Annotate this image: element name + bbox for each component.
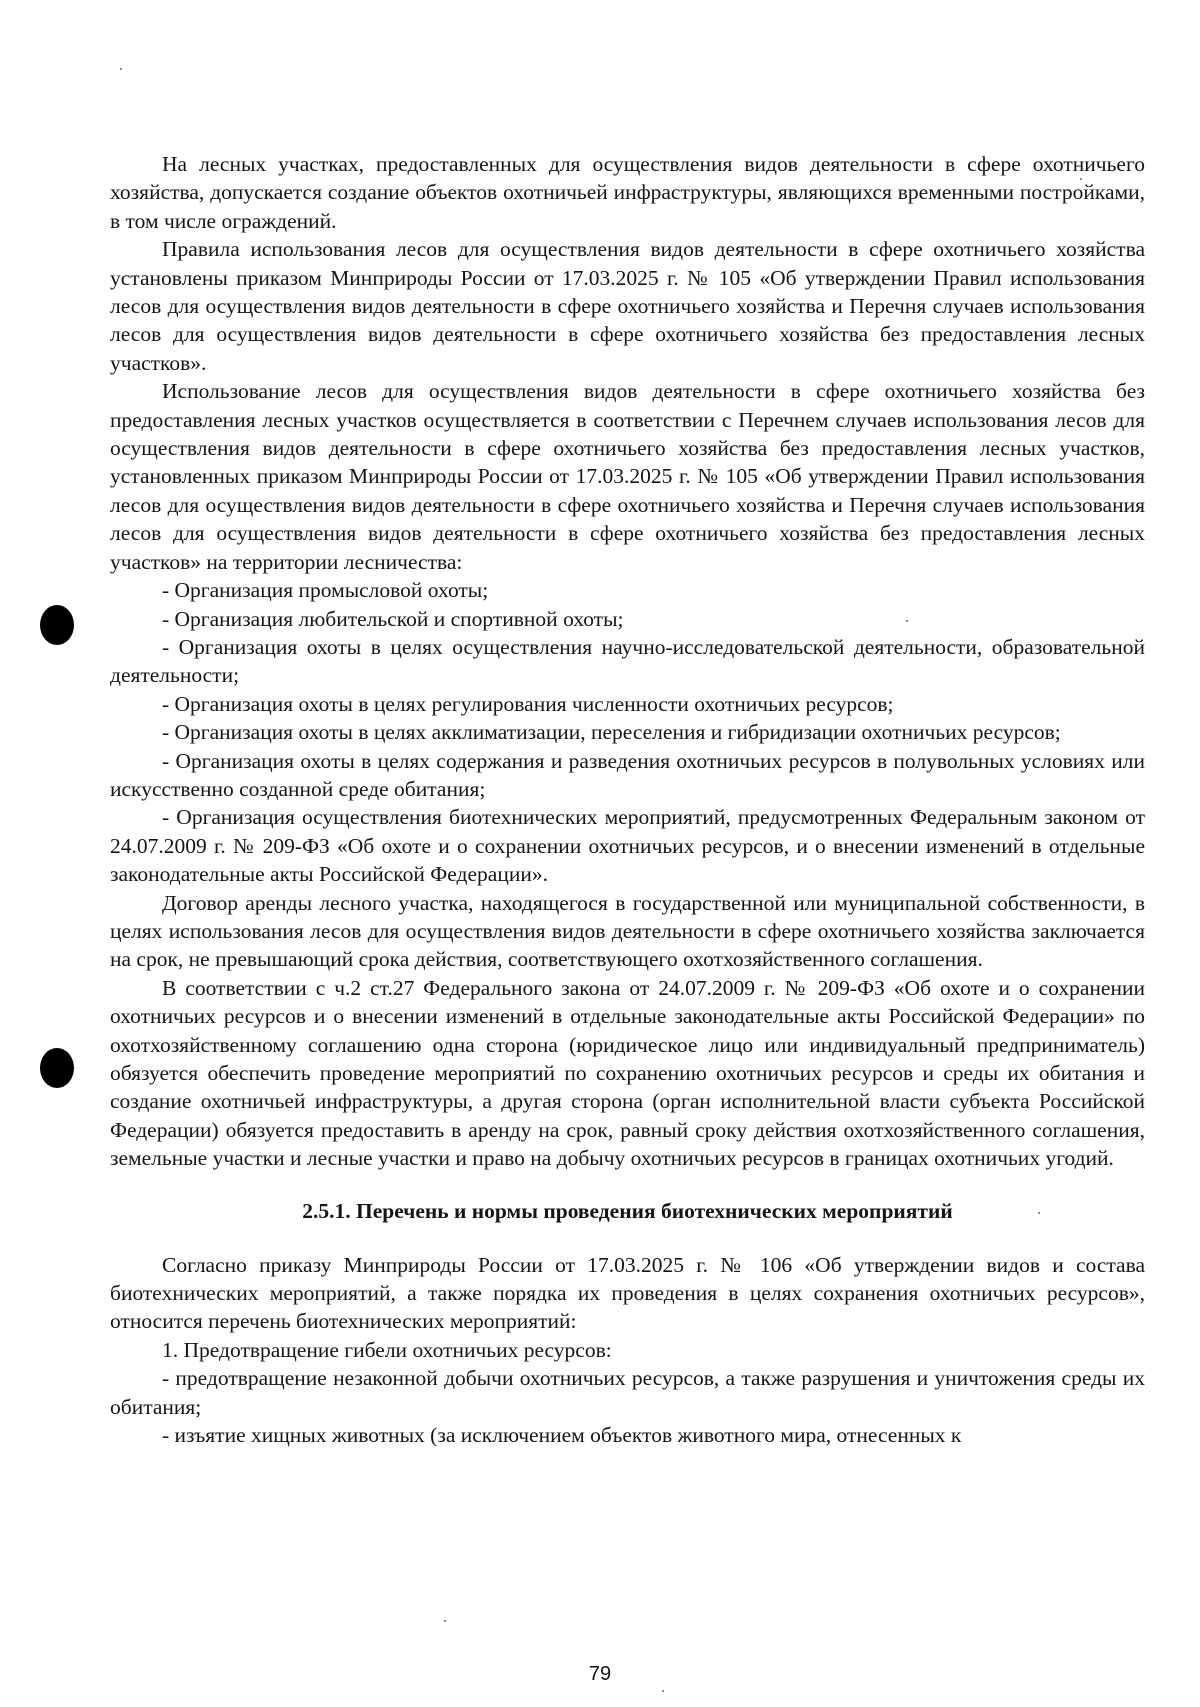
list-item: - изъятие хищных животных (за исключением объектов животного мира, отнесенных к <box>162 1423 962 1448</box>
scan-speck <box>120 68 122 70</box>
paragraph: Правила использования лесов для осуществления видов деятельности в сфере охотничьего хозяйства установлены приказом Минприроды России от 17.03.2025 г. № 105 «Об утверждении Правил использования лесов для осуществления видов деятельности в сфере охотничьего хозяйства и Перечня случаев использования лесов для осуществления видов деятельности в сфере охотничьего хозяйства без предоставления лесных участков». <box>110 237 1145 375</box>
scan-speck <box>444 1620 446 1622</box>
list-item: 1. Предотвращение гибели охотничьих ресурсов: <box>162 1337 612 1362</box>
list-item: - предотвращение незаконной добычи охотничьих ресурсов, а также разрушения и уничтожения среды их обитания; <box>110 1366 1145 1419</box>
list-item: - Организация охоты в целях акклиматизации, переселения и гибридизации охотничьих ресурсов; <box>162 720 1061 745</box>
list-item: - Организация любительской и спортивной охоты; <box>162 606 624 631</box>
paragraph: В соответствии с ч.2 ст.27 Федерального закона от 24.07.2009 г. № 209-ФЗ «Об охоте и о сохранении охотничьих ресурсов и о внесении изменений в отдельные законодательные акты Российской Федерации» по охотхозяйственному соглашению одна сторона (юридическое лицо или индивидуальный предприниматель) обязуется обеспечить проведение мероприятий по сохранению охотничьих ресурсов и среды их обитания и создание охотничьей инфраструктуры, а другая сторона (орган исполнительной власти субъекта Российской Федерации) обязуется предоставить в аренду на срок, равный сроку действия охотхозяйственного соглашения, земельные участки и лесные участки и право на добычу охотничьих ресурсов в границах охотничьих угодий. <box>110 975 1145 1171</box>
paragraph: Согласно приказу Минприроды России от 17.03.2025 г. № 106 «Об утверждении видов и состава биотехнических мероприятий, а также порядка их проведения в целях сохранения охотничьих ресурсов», относится перечень биотехнических мероприятий: <box>110 1252 1145 1334</box>
list-item: - Организация осуществления биотехнических мероприятий, предусмотренных Федеральным законом от 24.07.2009 г. № 209-ФЗ «Об охоте и о сохранении охотничьих ресурсов, и о внесении изменений в отдельные законодательные акты Российской Федерации». <box>110 805 1145 887</box>
list-item: - Организация охоты в целях регулирования численности охотничьих ресурсов; <box>162 691 894 716</box>
paragraph: Договор аренды лесного участка, находящегося в государственной или муниципальной собственности, в целях использования лесов для осуществления видов деятельности в сфере охотничьего хозяйства заключается на срок, не превышающий срока действия, соответствующего охотхозяйственного соглашения. <box>110 890 1145 972</box>
list-item: - Организация охоты в целях содержания и разведения охотничьих ресурсов в полувольных условиях или искусственно созданной среде обитания; <box>110 748 1145 801</box>
page-number: 79 <box>588 1663 612 1685</box>
list-item: - Организация охоты в целях осуществления научно-исследовательской деятельности, образовательной деятельности; <box>110 634 1145 688</box>
section-heading: 2.5.1. Перечень и нормы проведения биотехнических мероприятий <box>302 1198 953 1223</box>
document-body <box>110 150 1145 1449</box>
punch-hole-mark <box>40 1048 74 1088</box>
paragraph: На лесных участках, предоставленных для осуществления видов деятельности в сфере охотничьего хозяйства, допускается создание объектов охотничьей инфраструктуры, являющихся временными постройками, в том числе ограждений. <box>110 152 1145 233</box>
list-item: - Организация промысловой охоты; <box>162 578 489 603</box>
paragraph: Использование лесов для осуществления видов деятельности в сфере охотничьего хозяйства без предоставления лесных участков осуществляется в соответствии с Перечнем случаев использования лесов для осуществления видов деятельности в сфере охотничьего хозяйства без предоставления лесных участков, установленных приказом Минприроды России от 17.03.2025 г. № 105 «Об утверждении Правил использования лесов для осуществления видов деятельности в сфере охотничьего хозяйства и Перечня случаев использования лесов для осуществления видов деятельности в сфере охотничьего хозяйства без предоставления лесных участков» на территории лесничества: <box>110 379 1145 574</box>
scan-speck <box>662 1690 664 1692</box>
punch-hole-mark <box>40 605 74 645</box>
